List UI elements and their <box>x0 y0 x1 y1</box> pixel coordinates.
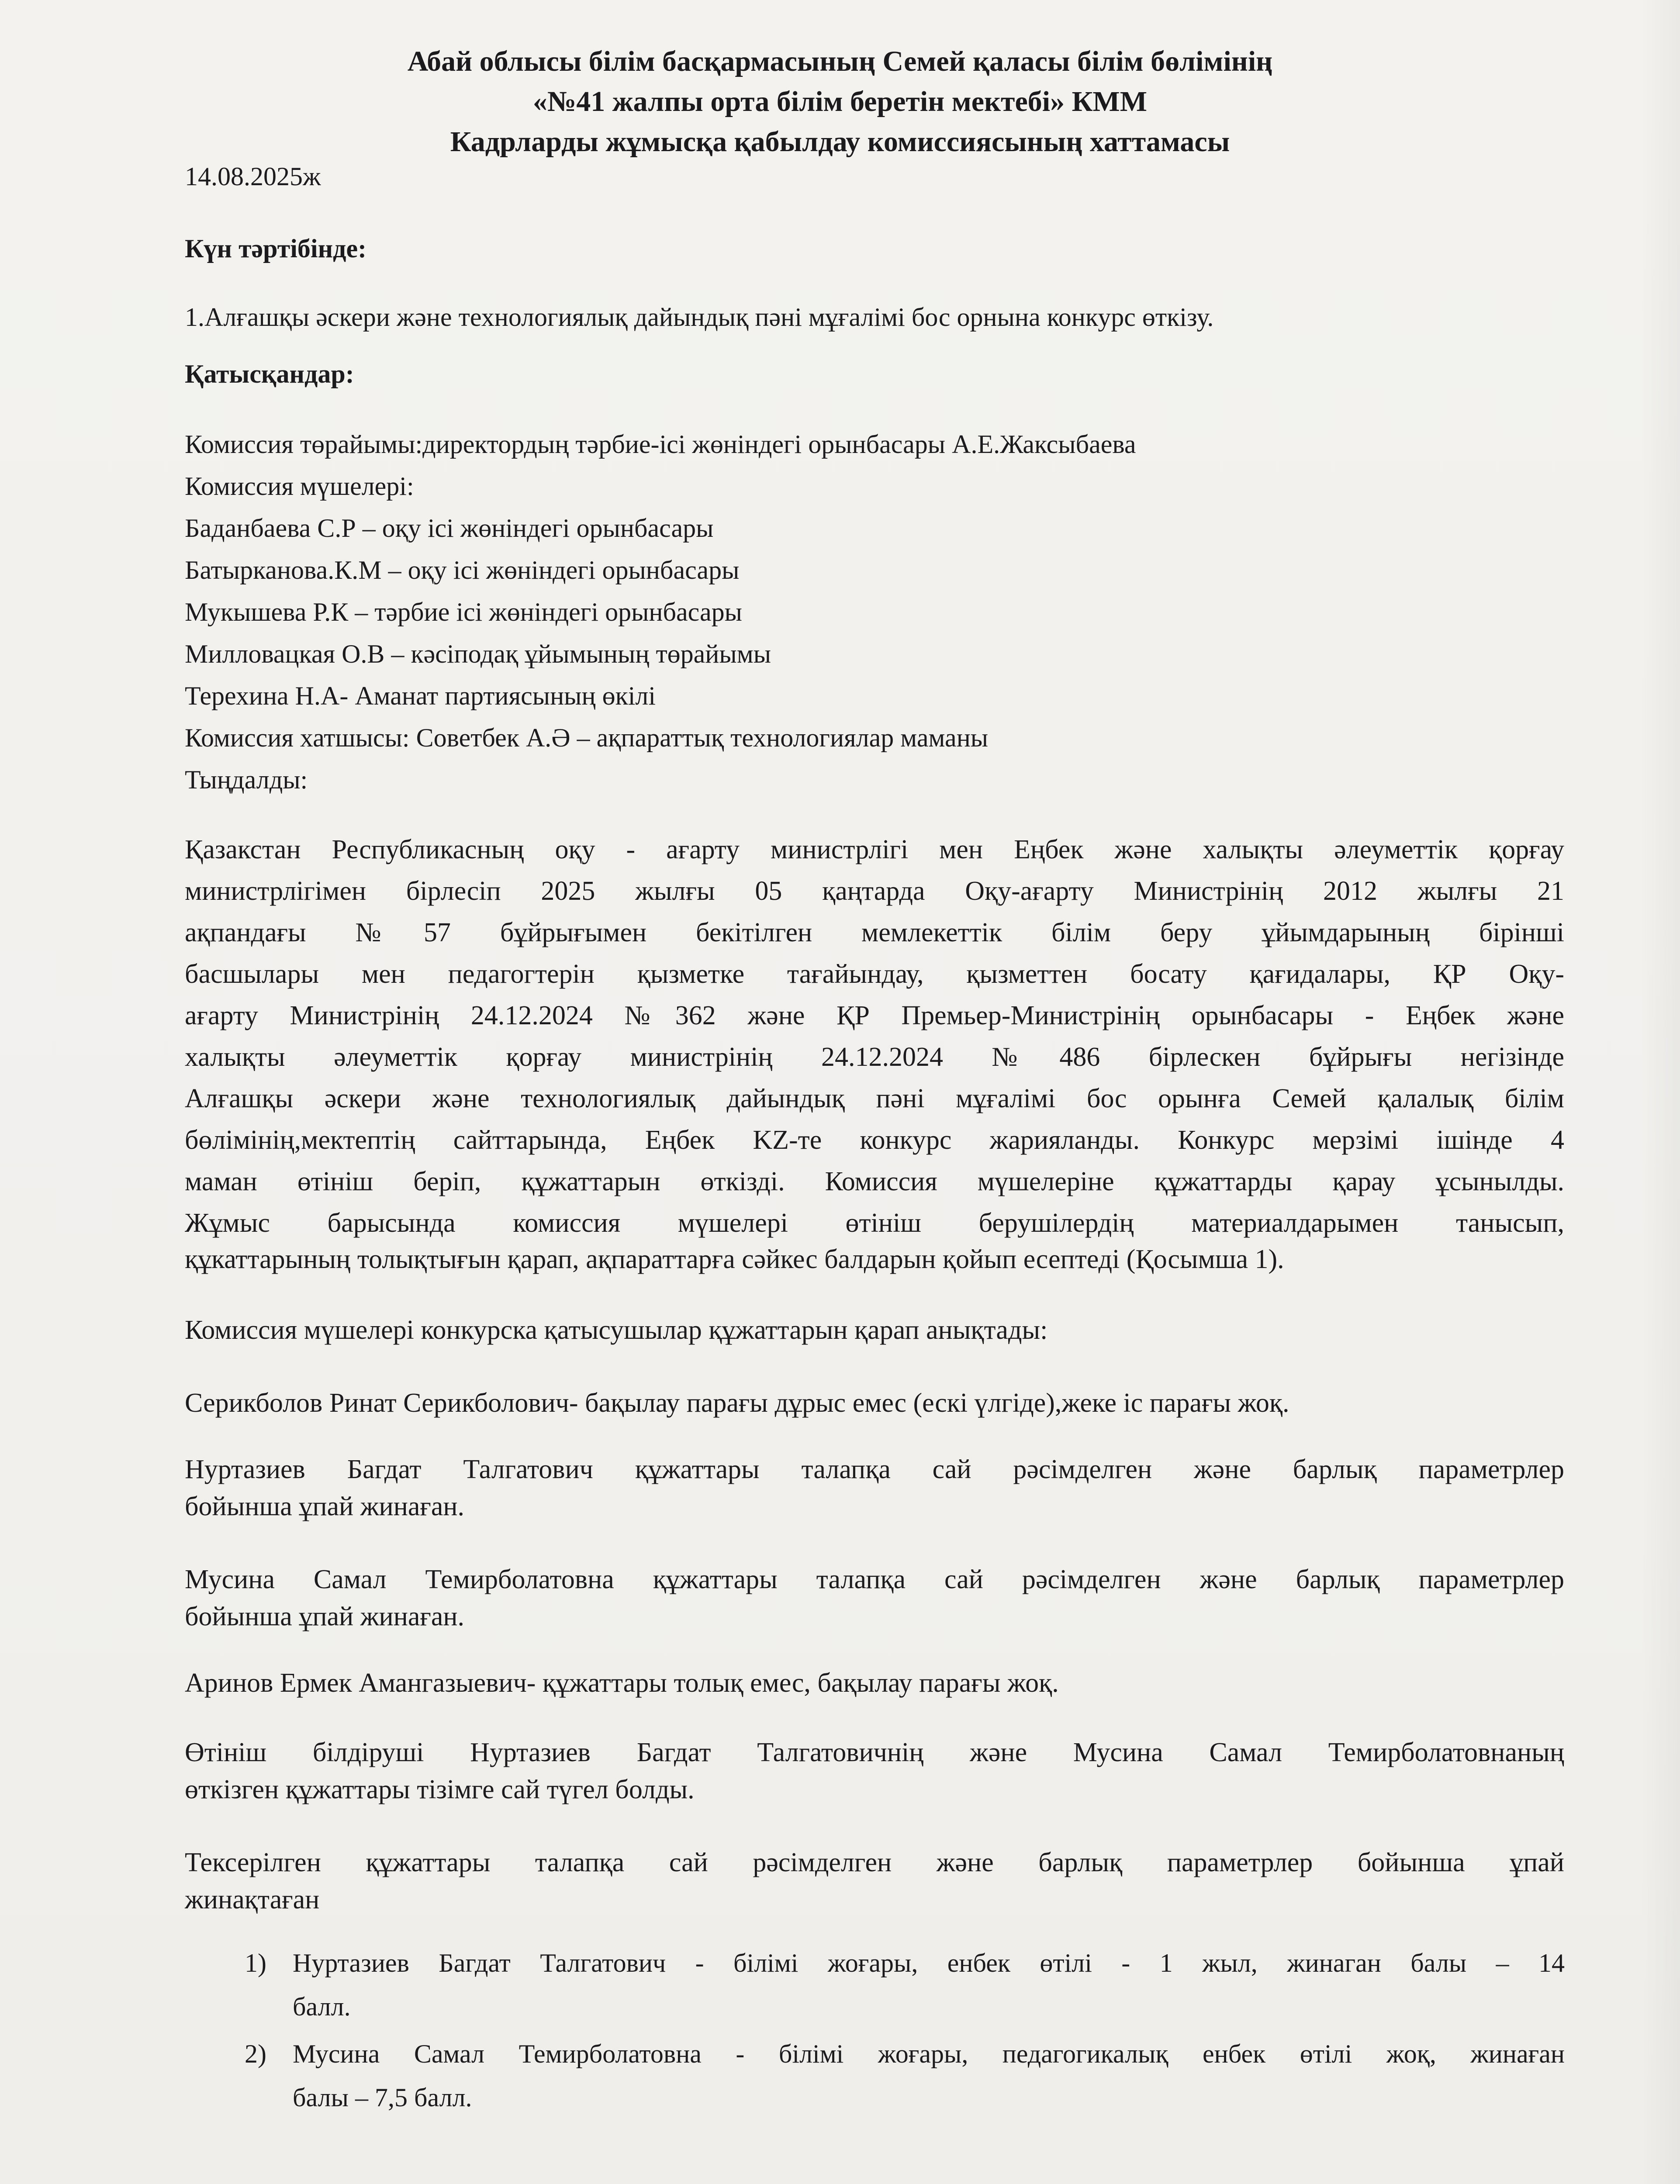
candidate-2-line: Нуртазиев Багдат Талгатович құжаттары талапқа сай рәсімделген және барлық параметрлер <box>185 1455 1564 1484</box>
member-4: Милловацкая О.В – кәсіподақ ұйымының төрайымы <box>185 639 771 668</box>
heard-label: Тыңдалды: <box>185 765 308 794</box>
main-paragraph-line: ақпандағы №57 бұйрығымен бекітілген мемлекеттік білім беру ұйымдарының бірінші <box>185 918 1564 947</box>
participants-title: Қатысқандар: <box>185 359 354 388</box>
candidate-4: Аринов Ермек Амангазыевич- құжаттары толық емес, бақылау парағы жоқ. <box>185 1668 1059 1698</box>
main-paragraph-line: Жұмыс барысында комиссия мүшелері өтініш берушілердің материалдарымен танысып, <box>185 1208 1564 1238</box>
main-paragraph-line: басшылары мен педагогтерін қызметке тағайындау, қызметтен босату қағидалары, ҚР Оқу- <box>185 959 1564 989</box>
member-3: Мукышева Р.К – тәрбие ісі жөніндегі орынбасары <box>185 598 742 626</box>
member-2: Батырканова.К.М – оқу ісі жөніндегі орынбасары <box>185 556 740 584</box>
candidate-2-line: бойынша ұпай жинаған. <box>185 1492 465 1521</box>
candidate-3-line: Мусина Самал Темирболатовна құжаттары талапқа сай рәсімделген және барлық параметрлер <box>185 1565 1564 1594</box>
result-2-line: балы – 7,5 балл. <box>293 2083 472 2112</box>
agenda-item: 1.Алғашқы әскери және технологиялық дайындық пәні мұғалімі бос орнына конкурс өткізу. <box>185 303 1214 332</box>
header-school: «№41 жалпы орта білім беретін мектебі» КММ <box>532 86 1148 117</box>
main-paragraph-line: құкаттарының толықтығын қарап, ақпараттарға сәйкес балдарын қойып есептеді (Қосымша 1). <box>185 1244 1284 1274</box>
main-paragraph-line: Алғашқы әскери және технологиялық дайындық пәні мұғалімі бос орынға Семей қалалық білім <box>185 1084 1564 1113</box>
main-paragraph-line: министрлігімен бірлесіп 2025 жылғы 05 қаңтарда Оқу-ағарту Министрінің 2012 жылғы 21 <box>185 876 1564 906</box>
header-organization: Абай облысы білім басқармасының Семей қаласы білім бөлімінің <box>407 45 1273 77</box>
agenda-title: Күн тәртібінде: <box>185 234 367 263</box>
commission-secretary: Комиссия хатшысы: Советбек А.Ә – ақпараттық технологиялар маманы <box>185 723 989 752</box>
main-paragraph-line: халықты әлеуметтік қорғау министрінің 24.12.2024 №486 бірлескен бұйрығы негізінде <box>185 1042 1564 1072</box>
result-1-line: Нуртазиев Багдат Талгатович - білімі жоғары, енбек өтілі - 1 жыл, жинаган балы – 14 <box>293 1949 1565 1977</box>
result-2-number: 2) <box>245 2039 266 2068</box>
checked-intro-line: жинақтаған <box>185 1885 320 1914</box>
main-paragraph-line: бөлімінің,мектептің сайттарында, Еңбек KZ-те конкурс жарияланды. Конкурс мерзімі ішінде 4 <box>185 1125 1564 1155</box>
candidate-1: Серикболов Ринат Серикболович- бақылау парағы дұрыс емес (ескі үлгіде),жеке іс парағы жоқ. <box>185 1388 1289 1418</box>
commission-chair: Комиссия төрайымы:директордың тәрбие-ісі жөніндегі орынбасары А.Е.Жаксыбаева <box>185 430 1136 459</box>
members-title: Комиссия мүшелері: <box>185 472 414 501</box>
page-edge-shadow <box>1641 0 1680 2184</box>
result-1-number: 1) <box>245 1949 266 1977</box>
main-paragraph-line: ағарту Министрінің 24.12.2024 №362 және ҚР Премьер-Министрінің орынбасары - Еңбек және <box>185 1001 1564 1030</box>
main-paragraph-line: маман өтініш беріп, құжаттарын өткізді. Комиссия мүшелеріне құжаттарды қарау ұсынылды. <box>185 1167 1564 1196</box>
review-intro: Комиссия мүшелері конкурска қатысушылар құжаттарын қарап анықтады: <box>185 1315 1048 1345</box>
member-1: Баданбаева С.Р – оқу ісі жөніндегі орынбасары <box>185 514 714 543</box>
header-protocol-title: Кадрларды жұмысқа қабылдау комиссиясының хаттамасы <box>450 126 1230 158</box>
document-date: 14.08.2025ж <box>185 162 321 191</box>
checked-intro-line: Тексерілген құжаттары талапқа сай рәсімделген және барлық параметрлер бойынша ұпай <box>185 1848 1564 1877</box>
applicants-note-line: Өтініш білдіруші Нуртазиев Багдат Талгатовичнің және Мусина Самал Темирболатовнаның <box>185 1738 1564 1767</box>
main-paragraph-line: Қазакстан Республикасның оқу - ағарту министрлігі мен Еңбек және халықты әлеуметтік қорғау <box>185 835 1564 864</box>
document-header <box>0 41 1680 162</box>
member-5: Терехина Н.А- Аманат партиясының өкілі <box>185 681 656 710</box>
candidate-3-line: бойынша ұпай жинаған. <box>185 1602 465 1631</box>
result-2-line: Мусина Самал Темирболатовна - білімі жоғары, педагогикалық енбек өтілі жоқ, жинаған <box>293 2039 1565 2068</box>
applicants-note-line: өткізген құжаттары тізімге сай түгел болды. <box>185 1775 695 1804</box>
result-1-line: балл. <box>293 1992 351 2021</box>
